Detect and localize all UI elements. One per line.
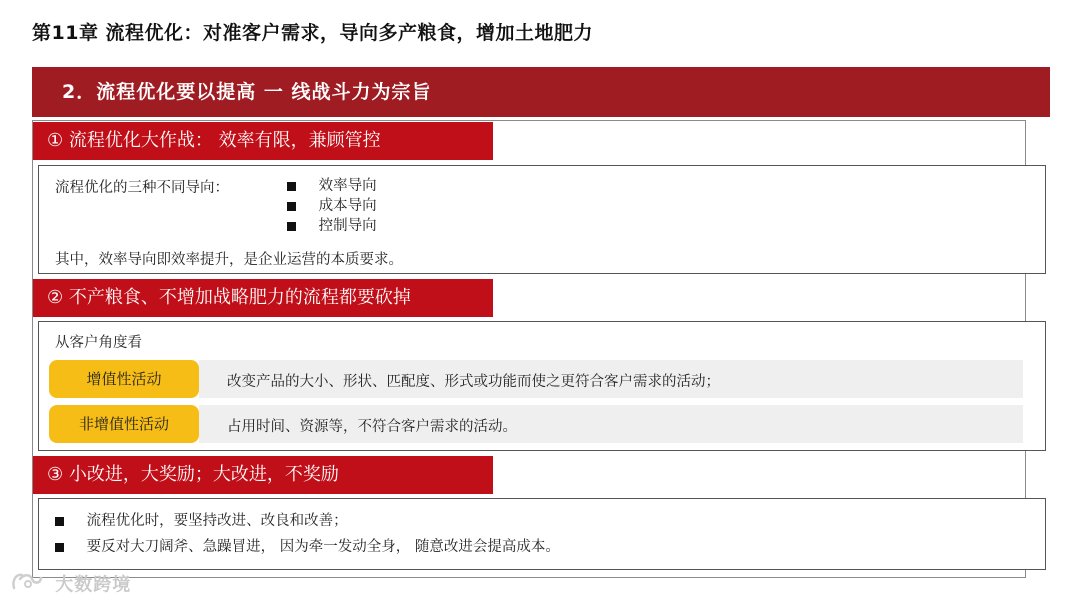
main-banner: 2．流程优化要以提高 一 线战斗力为宗旨	[32, 67, 1050, 117]
square-bullet-icon	[55, 543, 64, 552]
section1-panel	[38, 165, 1046, 274]
bullet-text: 成本导向	[318, 198, 377, 214]
bullet-text: 控制导向	[318, 218, 377, 234]
section3-panel	[38, 498, 1046, 570]
list-item	[287, 216, 377, 236]
square-bullet-icon	[287, 182, 296, 191]
section1-bullet-list	[287, 176, 377, 236]
list-item	[287, 196, 377, 216]
value-added-tag: 增值性活动	[49, 360, 199, 398]
table-row	[199, 405, 1023, 443]
section1-intro: 流程优化的三种不同导向：	[55, 180, 229, 196]
row-description: 占用时间、资源等，不符合客户需求的活动。	[227, 419, 517, 435]
list-item	[55, 537, 560, 557]
section3-header: ③ 小改进，大奖励；大改进，不奖励	[33, 456, 493, 494]
section1-note: 其中，效率导向即效率提升，是企业运营的本质要求。	[55, 252, 403, 268]
row-description: 改变产品的大小、形状、匹配度、形式或功能而使之更符合客户需求的活动；	[227, 374, 720, 390]
bullet-text: 流程优化时，要坚持改进、改良和改善；	[86, 513, 348, 529]
watermark-text: 大数跨境	[55, 574, 132, 596]
chapter-title: 第11章 流程优化：对准客户需求，导向多产粮食，增加土地肥力	[32, 22, 594, 44]
bullet-text: 要反对大刀阔斧、急躁冒进， 因为牵一发动全身， 随意改进会提高成本。	[86, 539, 560, 555]
watermark	[10, 570, 131, 597]
list-item	[287, 176, 377, 196]
square-bullet-icon	[55, 517, 64, 526]
section2-panel	[38, 321, 1046, 451]
watermark-logo-icon	[10, 570, 44, 597]
section2-subtitle: 从客户角度看	[55, 335, 142, 351]
square-bullet-icon	[287, 202, 296, 211]
section1-header: ① 流程优化大作战： 效率有限，兼顾管控	[33, 122, 493, 160]
section2-header: ② 不产粮食、不增加战略肥力的流程都要砍掉	[33, 279, 493, 317]
non-value-added-tag: 非增值性活动	[49, 405, 199, 443]
bullet-text: 效率导向	[318, 178, 377, 194]
square-bullet-icon	[287, 222, 296, 231]
list-item	[55, 511, 348, 531]
table-row	[199, 360, 1023, 398]
